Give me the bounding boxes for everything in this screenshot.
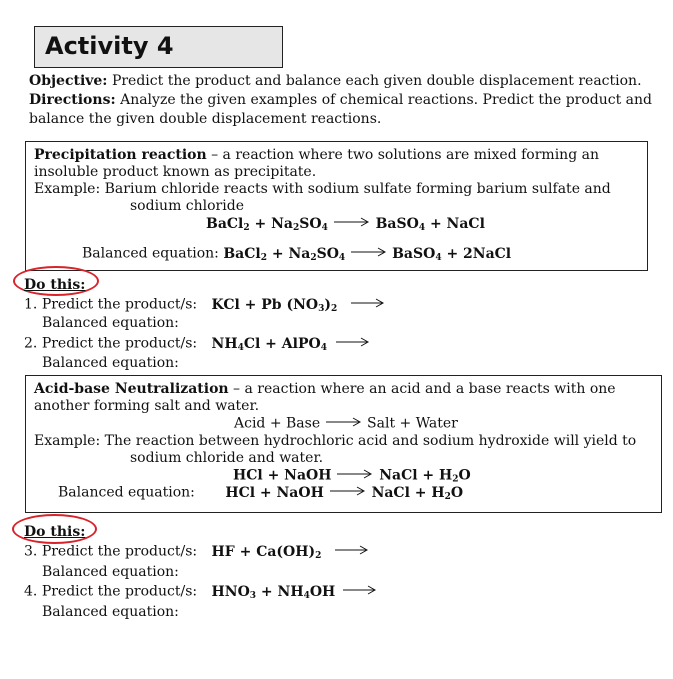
reaction-arrow-icon bbox=[342, 583, 378, 600]
question-1-prompt: Predict the product/s: bbox=[41, 296, 198, 313]
acid-base-term: Acid-base Neutralization bbox=[34, 381, 229, 397]
directions-text-1: Analyze the given examples of chemical reactions. Predict the product and bbox=[120, 92, 652, 108]
question-4-balanced: Balanced equation: bbox=[42, 604, 179, 620]
acid-base-example-equation: HCl + NaOH NaCl + $H_2O$ bbox=[233, 467, 471, 485]
reaction-arrow-icon bbox=[336, 467, 374, 484]
precipitation-def-2: insoluble product known as precipitate. bbox=[34, 164, 317, 180]
do-this-heading-1: Do this: bbox=[24, 277, 86, 293]
directions-text-2: balance the given double displacement reactions. bbox=[29, 111, 382, 127]
acid-base-def-line-1 bbox=[34, 381, 616, 398]
acid-base-example-1: Example: The reaction between hydrochloric acid and sodium hydroxide will yield to bbox=[34, 433, 637, 449]
precipitation-example-2: sodium chloride bbox=[130, 198, 244, 214]
acid-base-balanced-line bbox=[58, 484, 463, 502]
reaction-arrow-icon bbox=[329, 484, 367, 501]
directions-line bbox=[29, 92, 652, 109]
precipitation-balanced-line bbox=[82, 245, 511, 263]
acid-base-general-equation: Acid + Base Salt + Water bbox=[234, 415, 458, 432]
question-3-balanced: Balanced equation: bbox=[42, 564, 179, 580]
reaction-arrow-icon bbox=[350, 245, 388, 262]
acid-base-balanced-label: Balanced equation: bbox=[58, 484, 195, 501]
balanced-reactants: BaCl$_2$ + $Na_2SO_4$ bbox=[223, 245, 346, 263]
eq-products: BaSO$_4$ + NaCl bbox=[375, 215, 485, 233]
reaction-arrow-icon bbox=[325, 415, 363, 432]
question-2-prompt: Predict the product/s: bbox=[41, 335, 198, 352]
question-2-formula: $NH_4Cl$ + AlPO$_4$ bbox=[211, 335, 327, 353]
reaction-arrow-icon bbox=[350, 296, 386, 313]
precipitation-def-1: – a reaction where two solutions are mixed forming an bbox=[206, 147, 599, 163]
eq-reactants: BaCl$_2$ + $Na_2SO_4$ bbox=[206, 215, 328, 233]
objective-line bbox=[29, 73, 642, 90]
activity-title: Activity 4 bbox=[45, 32, 174, 60]
balanced-label: Balanced equation: bbox=[82, 245, 224, 262]
reaction-arrow-icon bbox=[335, 335, 371, 352]
reaction-arrow-icon bbox=[333, 215, 371, 232]
objective-text: Predict the product and balance each given double displacement reaction. bbox=[111, 73, 642, 89]
question-4-formula: $HNO_3 + NH_4OH$ bbox=[211, 583, 336, 601]
question-4-prompt: Predict the product/s: bbox=[41, 583, 198, 600]
question-3-prompt: Predict the product/s: bbox=[41, 543, 198, 560]
precipitation-example-1: Example: Barium chloride reacts with sodium sulfate forming barium sulfate and bbox=[34, 181, 611, 197]
question-4: 4. Predict the product/s: $HNO_3 + NH_4OH$ bbox=[24, 583, 378, 601]
question-1: 1. Predict the product/s: KCl + Pb $(NO_3)_2$ bbox=[24, 296, 386, 314]
question-2: 2. Predict the product/s: $NH_4Cl$ + AlPO$_4$ bbox=[24, 335, 371, 353]
question-2-balanced: Balanced equation: bbox=[42, 355, 179, 371]
acid-base-def-2: another forming salt and water. bbox=[34, 398, 260, 414]
acid-base-example-2: sodium chloride and water. bbox=[130, 450, 324, 466]
precipitation-example-equation bbox=[206, 215, 485, 233]
precipitation-def-line-1 bbox=[34, 147, 599, 164]
reaction-arrow-icon bbox=[334, 543, 370, 560]
precipitation-term: Precipitation reaction bbox=[34, 147, 207, 163]
question-1-formula: KCl + Pb $(NO_3)_2$ bbox=[211, 296, 338, 314]
activity-title-box bbox=[34, 26, 283, 68]
directions-label: Directions: bbox=[29, 92, 116, 108]
balanced-products: BaSO$_4$ + 2NaCl bbox=[392, 245, 512, 263]
acid-base-balanced-equation: HCl + NaOH NaCl + $H_2O$ bbox=[225, 484, 464, 502]
do-this-heading-2: Do this: bbox=[24, 524, 86, 540]
question-3-formula: HF + $Ca(OH)_2$ bbox=[211, 543, 322, 561]
acid-base-def-1: – a reaction where an acid and a base reacts with one bbox=[228, 381, 616, 397]
question-1-balanced: Balanced equation: bbox=[42, 315, 179, 331]
objective-label: Objective: bbox=[29, 73, 108, 89]
question-3: 3. Predict the product/s: HF + $Ca(OH)_2$ bbox=[24, 543, 370, 561]
